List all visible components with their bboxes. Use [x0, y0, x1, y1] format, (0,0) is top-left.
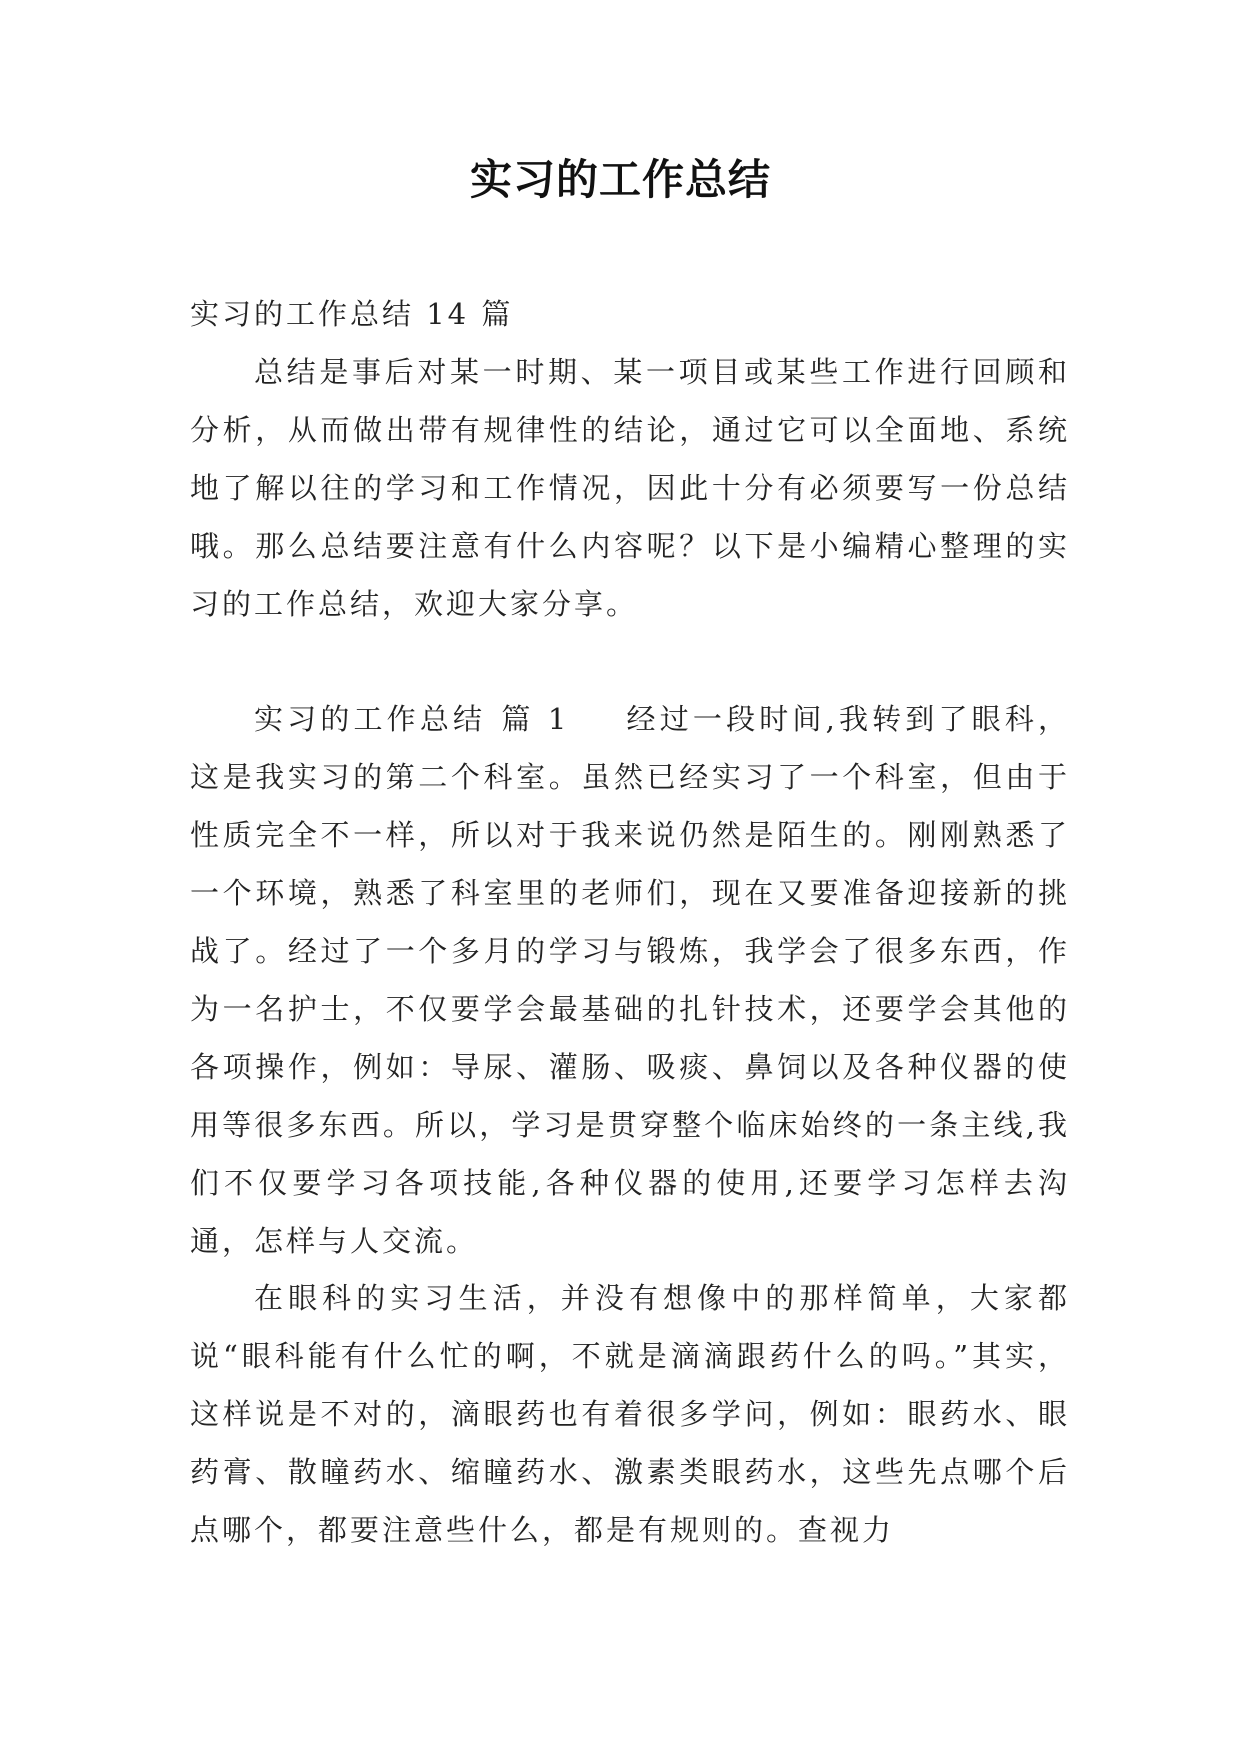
- section-1-text: 经过一段时间,我转到了眼科，这是我实习的第二个科室。虽然已经实习了一个科室，但由于性质完全不一样，所以对于我来说仍然是陌生的。刚刚熟悉了一个环境，熟悉了科室里的老师们，现在又要准备迎接新的挑战了。经过了一个多月的学习与锻炼，我学会了很多东西，作为一名护士，不仅要学会最基础的扎针技术，还要学会其他的各项操作，例如：导尿、灌肠、吸痰、鼻饲以及各种仪器的使用等很多东西。所以，学习是贯穿整个临床始终的一条主线,我们不仅要学习各项技能,各种仪器的使用,还要学习怎样去沟通，怎样与人交流。: [190, 702, 1070, 1258]
- section-1-number: 篇 1: [500, 702, 570, 736]
- section-1-heading: 实习的工作总结: [254, 702, 487, 736]
- intro-paragraph: 总结是事后对某一时期、某一项目或某些工作进行回顾和分析，从而做出带有规律性的结论，通过它可以全面地、系统地了解以往的学习和工作情况，因此十分有必须要写一份总结哦。那么总结要注意有什么内容呢？以下是小编精心整理的实习的工作总结，欢迎大家分享。: [190, 355, 1070, 621]
- document-title: 实习的工作总结: [469, 155, 771, 204]
- section-1-paragraph: [190, 690, 1070, 1270]
- document-subtitle: 实习的工作总结 14 篇: [190, 297, 514, 331]
- section-1-paragraph-2: 在眼科的实习生活，并没有想像中的那样简单，大家都说“眼科能有什么忙的啊，不就是滴滴跟药什么的吗。”其实，这样说是不对的，滴眼药也有着很多学问，例如：眼药水、眼药膏、散瞳药水、缩瞳药水、激素类眼药水，这些先点哪个后点哪个，都要注意些什么，都是有规则的。查视力: [190, 1281, 1070, 1547]
